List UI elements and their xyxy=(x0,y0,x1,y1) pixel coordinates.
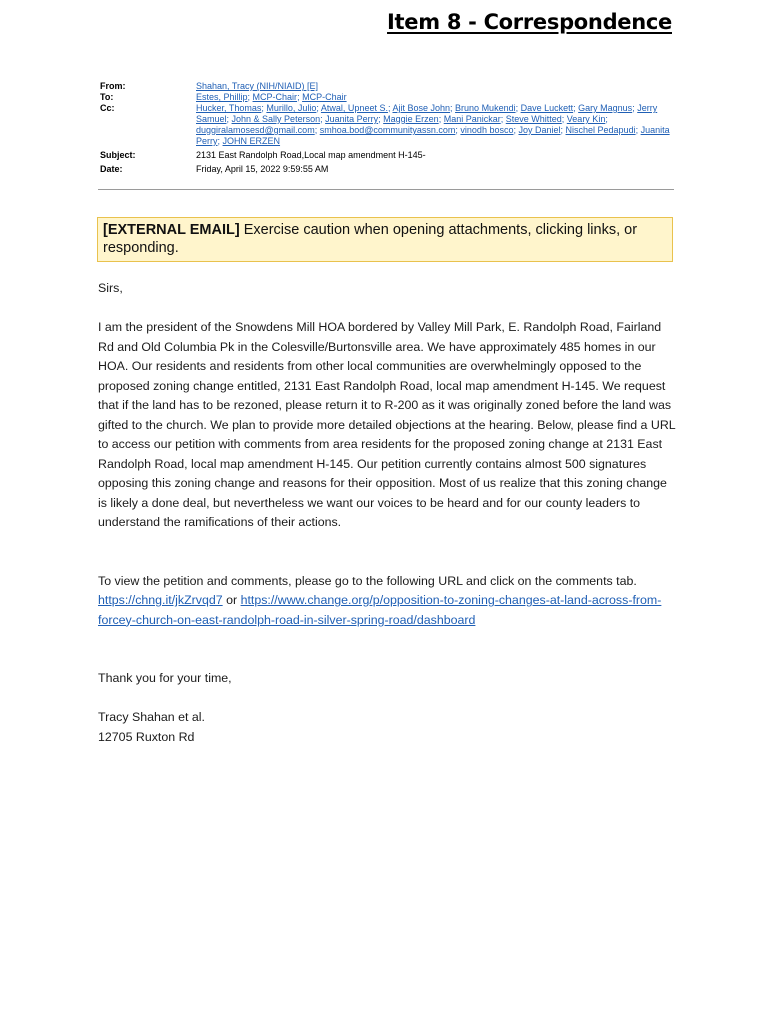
date-label: Date: xyxy=(100,164,123,174)
body-paragraph: I am the president of the Snowdens Mill HOA bordered by Valley Mill Park, E. Randolph Road, Fairland Rd and Old Columbia Pk in the Colesville/Burtonsville area. We have approximately 485 homes in our HOA. Our residents and residents from other local communities are overwhelmingly opposed to the proposed zoning change entitled, 2131 East Randolph Road, local map amendment H-145. We request that if the land has to be rezoned, please return it to R-200 as it was originally zoned before the land was gifted to the church. We plan to provide more detailed objections at the hearing. Below, please find a URL to access our petition with comments from area residents for the proposed zoning change at 2131 East Randolph Road, local map amendment H-145. Our petition currently contains almost 500 signatures opposing this zoning change and reasons for their opposition. Most of us realize that this zoning change is likely a done deal, but nevertheless we want our voices to be heard and for our county leaders to understand the ramifications of their actions. xyxy=(98,320,676,529)
recipient-link[interactable]: vinodh bosco xyxy=(460,125,514,135)
recipient-link[interactable]: Juanita Perry xyxy=(325,114,379,124)
recipient-link[interactable]: Bruno Mukendi xyxy=(455,103,516,113)
recipient-link[interactable]: Murillo, Julio xyxy=(266,103,317,113)
recipient-link[interactable]: smhoa.bod@communityassn.com xyxy=(319,125,456,135)
recipient-separator: ; xyxy=(635,125,641,135)
recipient-link[interactable]: MCP-Chair xyxy=(252,92,298,102)
recipient-link[interactable]: Juanita Perry xyxy=(196,125,670,146)
recipient-separator: ; xyxy=(561,114,567,124)
recipient-link[interactable]: Joy Daniel xyxy=(518,125,561,135)
recipient-separator: ; xyxy=(316,103,321,113)
recipient-link[interactable]: Hucker, Thomas xyxy=(196,103,262,113)
recipient-separator: ; xyxy=(261,103,267,113)
petition-paragraph xyxy=(98,572,678,631)
closing: Thank you for your time, xyxy=(98,671,232,685)
from-row xyxy=(100,81,673,92)
signature-address: 12705 Ruxton Rd xyxy=(98,729,195,744)
header-divider xyxy=(98,189,674,190)
recipient-link[interactable]: Dave Luckett xyxy=(520,103,574,113)
recipient-separator: ; xyxy=(515,103,521,113)
recipient-link[interactable]: MCP-Chair xyxy=(302,92,347,102)
greeting: Sirs, xyxy=(98,281,123,295)
email-header xyxy=(100,81,673,175)
subject-row xyxy=(100,150,673,161)
from-sender-link[interactable]: Shahan, Tracy (NIH/NIAID) [E] xyxy=(196,81,319,91)
email-body xyxy=(98,279,678,747)
recipient-separator: ; xyxy=(314,125,320,135)
external-email-banner xyxy=(97,217,673,262)
subject-value: 2131 East Randolph Road,Local map amendment H-145- xyxy=(196,150,426,160)
cc-label: Cc: xyxy=(100,103,115,113)
cc-row xyxy=(100,103,673,147)
recipient-link[interactable]: duggiralamosesd@gmail.com xyxy=(196,125,315,135)
recipient-link[interactable]: JOHN ERZEN xyxy=(222,136,281,146)
recipient-separator: ; xyxy=(378,114,384,124)
recipient-separator: ; xyxy=(455,125,461,135)
recipient-link[interactable]: Nischel Pedapudi xyxy=(565,125,636,135)
recipient-link[interactable]: John & Sally Peterson xyxy=(231,114,321,124)
from-label: From: xyxy=(100,81,126,91)
recipient-separator: ; xyxy=(605,114,608,124)
date-row xyxy=(100,164,673,175)
recipient-link[interactable]: Atwal, Upneet S. xyxy=(320,103,388,113)
recipient-separator: ; xyxy=(450,103,456,113)
external-email-warning: Exercise caution when opening attachments, clicking links, or responding. xyxy=(103,222,638,256)
petition-intro: To view the petition and comments, please go to the following URL and click on the comments tab. xyxy=(98,573,637,588)
recipient-separator: ; xyxy=(573,103,579,113)
recipient-separator: ; xyxy=(387,103,393,113)
recipient-link[interactable]: Maggie Erzen xyxy=(383,114,439,124)
recipient-separator: ; xyxy=(560,125,566,135)
signature-name: Tracy Shahan et al. xyxy=(98,710,205,724)
recipient-separator: ; xyxy=(226,114,232,124)
external-email-tag: [EXTERNAL EMAIL] xyxy=(103,222,240,238)
recipient-separator: ; xyxy=(500,114,506,124)
recipient-separator: ; xyxy=(632,103,638,113)
recipient-separator: ; xyxy=(320,114,326,124)
cc-recipients xyxy=(196,103,673,147)
to-recipients xyxy=(196,92,673,103)
page-title: Item 8 - Correspondence xyxy=(387,10,672,34)
petition-short-link[interactable]: https://chng.it/jkZrvqd7 xyxy=(98,593,223,607)
recipient-link[interactable]: Ajit Bose John xyxy=(392,103,451,113)
date-value: Friday, April 15, 2022 9:59:55 AM xyxy=(196,164,329,174)
recipient-separator: ; xyxy=(297,92,303,102)
recipient-separator: ; xyxy=(438,114,444,124)
recipient-link[interactable]: Estes, Phillip xyxy=(196,92,248,102)
recipient-link[interactable]: Gary Magnus xyxy=(578,103,633,113)
recipient-separator: ; xyxy=(247,92,253,102)
or-text: or xyxy=(222,593,241,607)
recipient-separator: ; xyxy=(217,136,223,146)
to-label: To: xyxy=(100,92,114,102)
recipient-link[interactable]: Veary Kin xyxy=(566,114,606,124)
recipient-link[interactable]: Jerry Samuel xyxy=(196,103,658,124)
to-row xyxy=(100,92,673,103)
subject-label: Subject: xyxy=(100,150,136,160)
recipient-separator: ; xyxy=(513,125,519,135)
petition-full-link[interactable]: https://www.change.org/p/opposition-to-zoning-changes-at-land-across-from-forcey-church-on-east-randolph-road-in-silver-spring-road/dashboard xyxy=(98,593,662,627)
recipient-link[interactable]: Steve Whitted xyxy=(505,114,562,124)
recipient-link[interactable]: Mani Panickar xyxy=(443,114,501,124)
